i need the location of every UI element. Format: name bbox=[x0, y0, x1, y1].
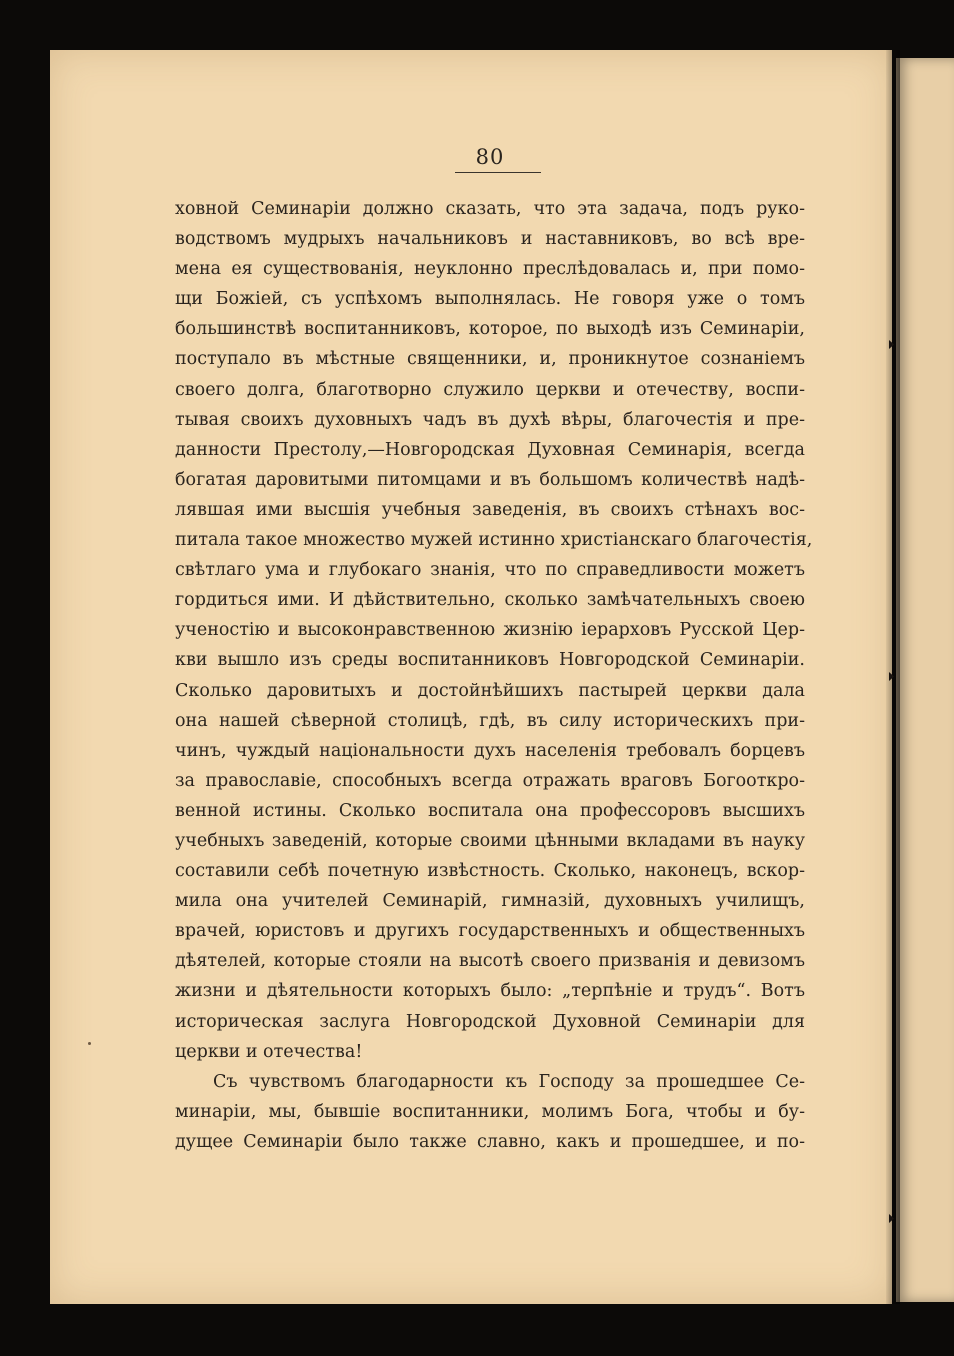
text-line: мила она учителей Семинарій, гимназій, духовныхъ училищъ, bbox=[175, 891, 805, 912]
text-line: минаріи, мы, бывшіе воспитанники, молимъ Бога, чтобы и бу- bbox=[175, 1101, 805, 1122]
text-line: поступало въ мѣстные священники, и, проникнутое сознаніемъ bbox=[175, 349, 805, 370]
text-line: Сколько даровитыхъ и достойнѣйшихъ пастырей церкви дала bbox=[175, 680, 805, 701]
text-line: жизни и дѣятельности которыхъ было: „терпѣніе и трудъ“. Вотъ bbox=[175, 981, 805, 1002]
text-line: учебныхъ заведеній, которые своими цѣнными вкладами въ науку bbox=[175, 830, 805, 851]
text-line: гордиться ими. И дѣйствительно, сколько замѣчательныхъ своею bbox=[175, 590, 805, 611]
text-line: данности Престолу,—Новгородская Духовная Семинарія, всегда bbox=[175, 439, 805, 460]
paragraph-end-line: церкви и отечества! bbox=[175, 1041, 363, 1062]
text-line: за православіе, способныхъ всегда отражать враговъ Богооткро- bbox=[175, 770, 805, 791]
text-line: ученостію и высоконравственною жизнію іерарховъ Русской Цер- bbox=[175, 620, 805, 641]
text-line: богатая даровитыми питомцами и въ большомъ количествѣ надѣ- bbox=[175, 469, 805, 490]
text-line: тывая своихъ духовныхъ чадъ въ духѣ вѣры, благочестія и пре- bbox=[175, 409, 805, 430]
text-line: дущее Семинаріи было также славно, какъ и прошедшее, и по- bbox=[175, 1131, 805, 1152]
text-line: врачей, юристовъ и другихъ государственныхъ и общественныхъ bbox=[175, 921, 805, 942]
text-line: свѣтлаго ума и глубокаго знанія, что по справедливости можетъ bbox=[175, 560, 805, 581]
text-line: чинъ, чуждый національности духъ населенія требовалъ борцевъ bbox=[175, 740, 805, 761]
text-line: мена ея существованія, неуклонно преслѣдовалась и, при помо- bbox=[175, 259, 805, 280]
page-number: 80 bbox=[475, 145, 505, 169]
text-line: историческая заслуга Новгородской Духовной Семинаріи для bbox=[175, 1011, 805, 1032]
page-number-rule bbox=[455, 172, 541, 173]
body-text bbox=[175, 194, 813, 1157]
next-page-edge bbox=[896, 58, 954, 1302]
text-line: составили себѣ почетную извѣстность. Сколько, наконецъ, вскор- bbox=[175, 861, 805, 882]
text-line: кви вышло изъ среды воспитанниковъ Новгородской Семинаріи. bbox=[175, 650, 805, 671]
paper-speck bbox=[88, 1042, 91, 1045]
text-line: венной истины. Сколько воспитала она профессоровъ высшихъ bbox=[175, 800, 805, 821]
text-line: ховной Семинаріи должно сказать, что эта задача, подъ руко- bbox=[175, 199, 805, 219]
text-line: дѣятелей, которые стояли на высотѣ своего призванія и девизомъ bbox=[175, 951, 805, 972]
paragraph-start-line: Съ чувствомъ благодарности къ Господу за прошедшее Се- bbox=[213, 1071, 805, 1092]
text-line: щи Божіей, съ успѣхомъ выполнялась. Не говоря уже о томъ bbox=[175, 289, 805, 310]
text-line: своего долга, благотворно служило церкви и отечеству, воспи- bbox=[175, 379, 805, 400]
text-line: лявшая ими высшія учебныя заведенія, въ своихъ стѣнахъ вос- bbox=[175, 499, 805, 520]
text-line: она нашей сѣверной столицѣ, гдѣ, въ силу историческихъ при- bbox=[175, 710, 805, 731]
text-line: питала такое множество мужей истинно христіанскаго благочестія, bbox=[175, 530, 813, 551]
text-line: большинствѣ воспитанниковъ, которое, по выходѣ изъ Семинаріи, bbox=[175, 319, 805, 340]
text-line: водствомъ мудрыхъ начальниковъ и наставниковъ, во всѣ вре- bbox=[175, 229, 805, 250]
